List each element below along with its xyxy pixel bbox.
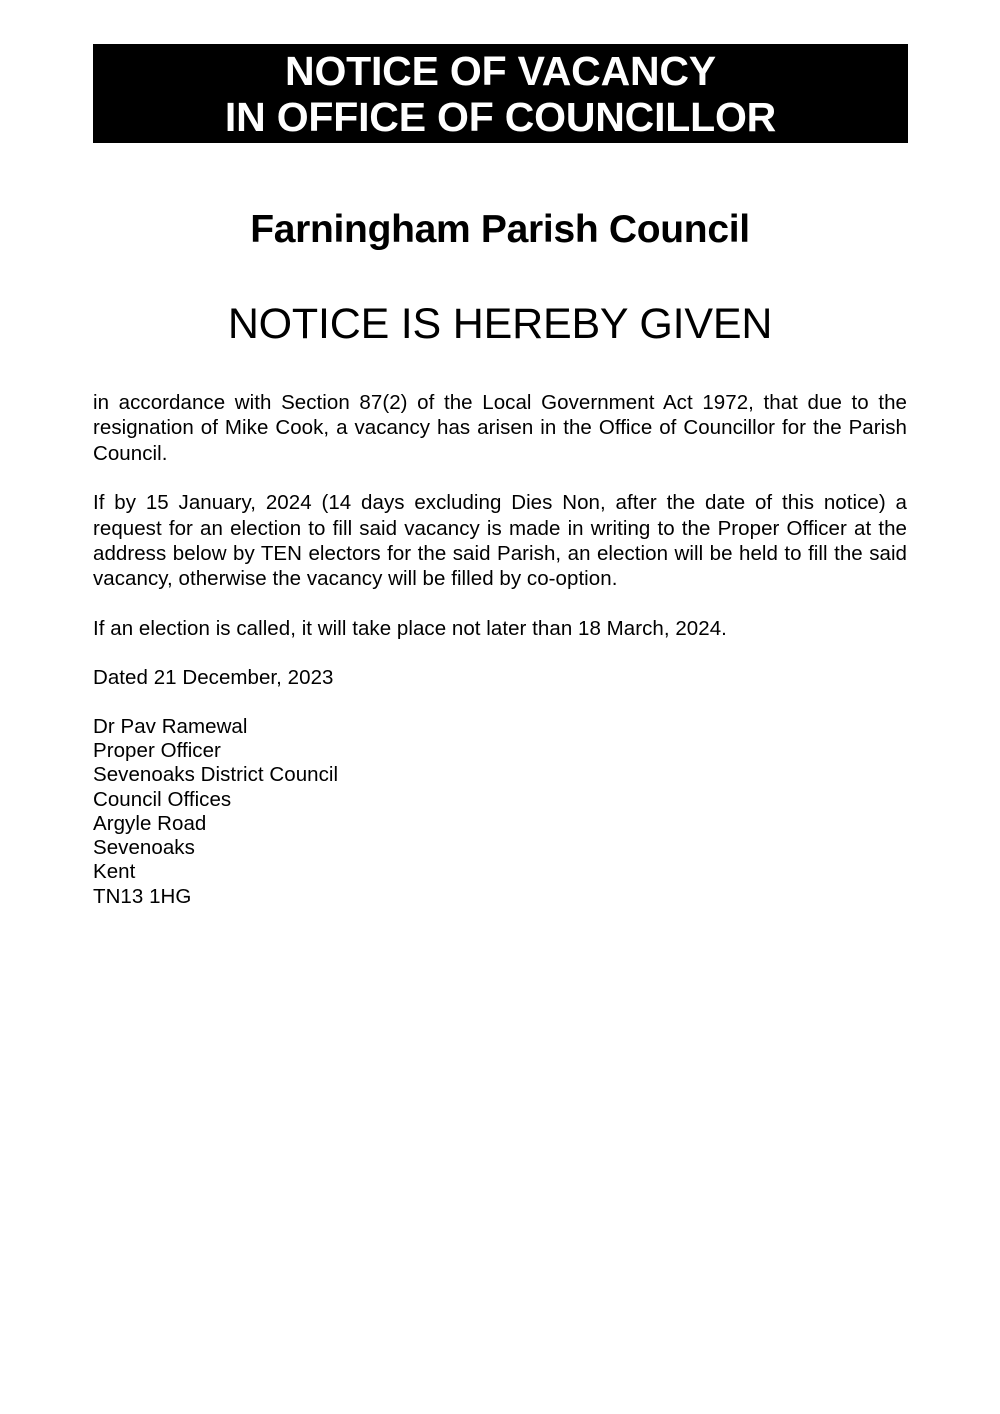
notice-paragraph-vacancy: in accordance with Section 87(2) of the Local Government Act 1972, that due to the resignation of Mike Cook, a vacancy has arisen in the Office of Councillor for the Parish Council.: [93, 391, 907, 465]
address-line-postcode: TN13 1HG: [93, 884, 192, 908]
banner-title-line-1: NOTICE OF VACANCY: [285, 47, 716, 94]
address-line-street: Argyle Road: [93, 811, 207, 835]
address-line-council: Sevenoaks District Council: [93, 763, 339, 787]
address-line-name: Dr Pav Ramewal: [93, 714, 248, 738]
notice-heading: NOTICE IS HEREBY GIVEN: [227, 300, 773, 348]
notice-body: [93, 143, 907, 909]
notice-paragraph-election-request: If by 15 January, 2024 (14 days excluding Dies Non, after the date of this notice) a request for an election to fill said vacancy is made in writing to the Proper Officer at the address below by TEN electors for the said Parish, an election will be held to fill the said vacancy, otherwise the vacancy will be filled by co-option.: [93, 491, 907, 591]
notice-dated-line: Dated 21 December, 2023: [93, 666, 334, 690]
address-line-county: Kent: [93, 860, 136, 884]
address-line-offices: Council Offices: [93, 787, 232, 811]
notice-banner: [93, 44, 908, 143]
address-line-role: Proper Officer: [93, 738, 221, 762]
notice-paragraph-election-date: If an election is called, it will take place not later than 18 March, 2024.: [93, 616, 727, 640]
proper-officer-address: [93, 715, 907, 909]
organisation-title: Farningham Parish Council: [250, 208, 750, 251]
address-line-town: Sevenoaks: [93, 836, 195, 860]
banner-title-line-2: IN OFFICE OF COUNCILLOR: [224, 93, 777, 140]
